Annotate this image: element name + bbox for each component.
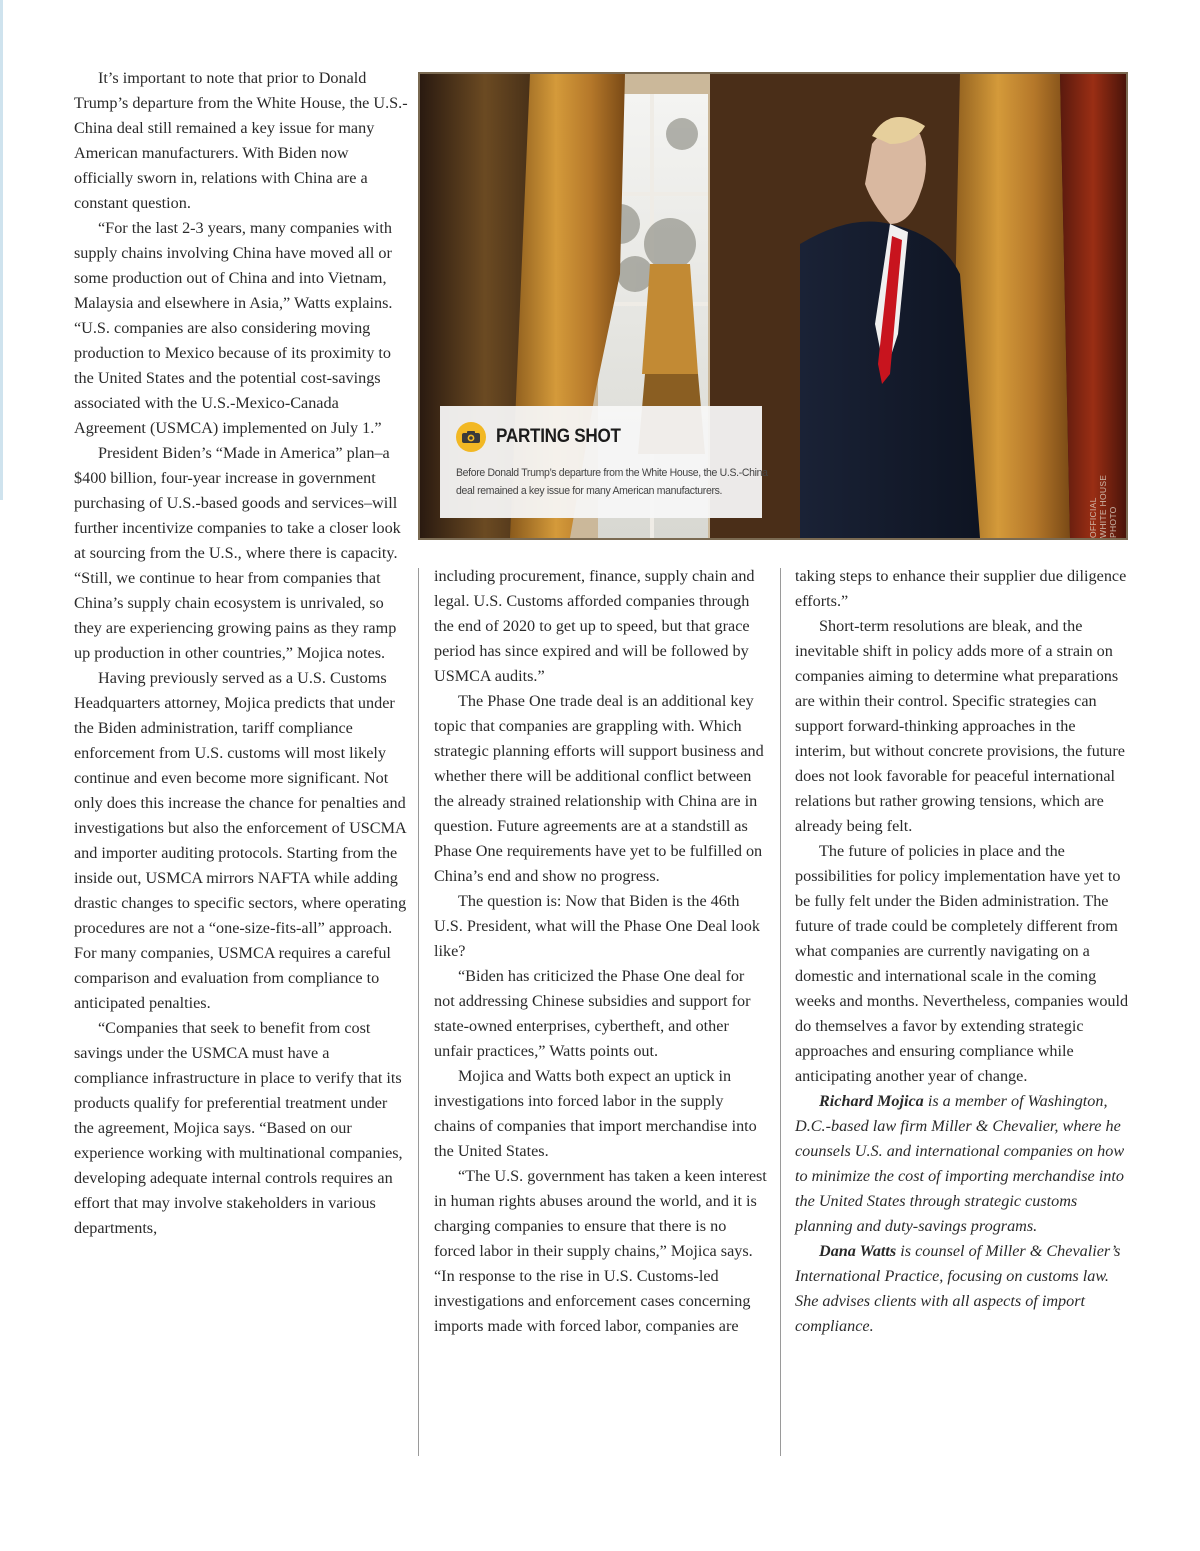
author-bio-text: is counsel of Miller & Chevalier’s International Practice, focusing on customs law. She advises clients with all aspects of import compliance. bbox=[795, 1242, 1121, 1335]
paragraph: “Biden has criticized the Phase One deal for not addressing Chinese subsidies and support for state-owned enterprises, cybertheft, and other unfair practices,” Watts points out. bbox=[434, 967, 751, 1060]
paragraph: President Biden’s “Made in America” plan–a $400 billion, four-year increase in government purchasing of U.S.-based goods and services–will further incentivize companies to take a closer look at sourcing from the U.S., where there is capacity. “Still, we continue to hear from companies that China’s supply chain ecosystem is unrivaled, so they are experiencing growing pains as they ramp up production in other countries,” Mojica notes. bbox=[74, 444, 401, 662]
paragraph: It’s important to note that prior to Donald Trump’s departure from the White House, the U.S.-China deal still remained a key issue for many American manufacturers. With Biden now officially sworn in, relations with China are a constant question. bbox=[74, 69, 408, 212]
author-bio bbox=[795, 1089, 1129, 1239]
paragraph: “For the last 2-3 years, many companies with supply chains involving China have moved all or some production out of China and into Vietnam, Malaysia and elsewhere in Asia,” Watts explains. “U.S. companies are also considering moving production to Mexico because of its proximity to the United States and the potential cost-savings associated with the U.S.-Mexico-Canada Agreement (USMCA) implemented on July 1.” bbox=[74, 219, 393, 437]
paragraph: Short-term resolutions are bleak, and the inevitable shift in policy adds more of a strain on companies aiming to determine what preparations are within their control. Specific strategies can support forward-thinking approaches in the interim, but without concrete provisions, the future does not look favorable for peaceful international relations but rather growing tensions, which are already being felt. bbox=[795, 617, 1125, 835]
paragraph: The Phase One trade deal is an additional key topic that companies are grappling with. Which strategic planning efforts will support business and whether there will be additional conflict between the already strained relationship with China are in question. Future agreements are at a standstill as Phase One requirements have yet to be fulfilled on China’s end and show no progress. bbox=[434, 692, 764, 885]
paragraph: The future of policies in place and the possibilities for policy implementation have yet to be fully felt under the Biden administration. The future of trade could be completely different from what companies are currently navigating on a domestic and international scale in the coming weeks and months. Nevertheless, companies would do themselves a favor by extending strategic approaches and ensuring compliance while anticipating another year of change. bbox=[795, 842, 1129, 1085]
article-column-2 bbox=[434, 564, 768, 1339]
caption-title: PARTING SHOT bbox=[496, 426, 621, 447]
author-bio-text: is a member of Washington, D.C.-based law firm Miller & Chevalier, where he counsels U.S. and international companies on how to minimize the cost of importing merchandise into the United States through strategic customs planning and duty-savings programs. bbox=[795, 1092, 1125, 1235]
paragraph: The question is: Now that Biden is the 46th U.S. President, what will the Phase One Deal look like? bbox=[434, 892, 760, 960]
paragraph: “The U.S. government has taken a keen interest in human rights abuses around the world, and it is charging companies to ensure that there is no forced labor in their supply chains,” Mojica says. “In response to the rise in U.S. Customs-led investigations and enforcement cases concerning imports made with forced labor, companies are bbox=[434, 1167, 767, 1335]
paragraph: including procurement, finance, supply chain and legal. U.S. Customs afforded companies through the end of 2020 to get up to speed, but that grace period has since expired and will be followed by USMCA audits.” bbox=[434, 567, 755, 685]
feature-photo bbox=[418, 72, 1128, 540]
paragraph: “Companies that seek to benefit from cost savings under the USMCA must have a compliance infrastructure in place to verify that its products qualify for preferential treatment under the agreement, Mojica says. “Based on our experience working with multinational companies, developing adequate internal controls requires an effort that may involve stakeholders in various departments, bbox=[74, 1019, 403, 1237]
column-divider bbox=[780, 568, 781, 1456]
caption-text: Before Donald Trump’s departure from the White House, the U.S.-China deal remained a key issue for many American manufacturers. bbox=[456, 467, 768, 497]
photo-credit: OFFICIAL WHITE HOUSE PHOTO bbox=[1088, 474, 1118, 538]
article-column-3 bbox=[795, 564, 1129, 1339]
paragraph: Having previously served as a U.S. Customs Headquarters attorney, Mojica predicts that under the Biden administration, tariff compliance enforcement from U.S. customs will most likely continue and even become more significant. Not only does this increase the chance for penalties and investigations but also the enforcement of USCMA and importer auditing protocols. Starting from the inside out, USMCA mirrors NAFTA while adding drastic changes to specific sectors, where operating procedures are not a “one-size-fits-all” approach. For many companies, USMCA requires a careful comparison and evaluation from compliance to anticipated penalties. bbox=[74, 669, 407, 1012]
column-divider bbox=[418, 568, 419, 1456]
author-bio bbox=[795, 1239, 1129, 1339]
photo-caption-box bbox=[440, 406, 768, 518]
paragraph: Mojica and Watts both expect an uptick in investigations into forced labor in the supply chains of companies that import merchandise into the United States. bbox=[434, 1067, 757, 1160]
page-edge-accent bbox=[0, 0, 3, 500]
article-column-1 bbox=[74, 66, 408, 1241]
camera-icon bbox=[456, 422, 486, 452]
author-name: Dana Watts bbox=[819, 1242, 897, 1260]
paragraph: taking steps to enhance their supplier due diligence efforts.” bbox=[795, 567, 1127, 610]
author-name: Richard Mojica bbox=[819, 1092, 924, 1110]
